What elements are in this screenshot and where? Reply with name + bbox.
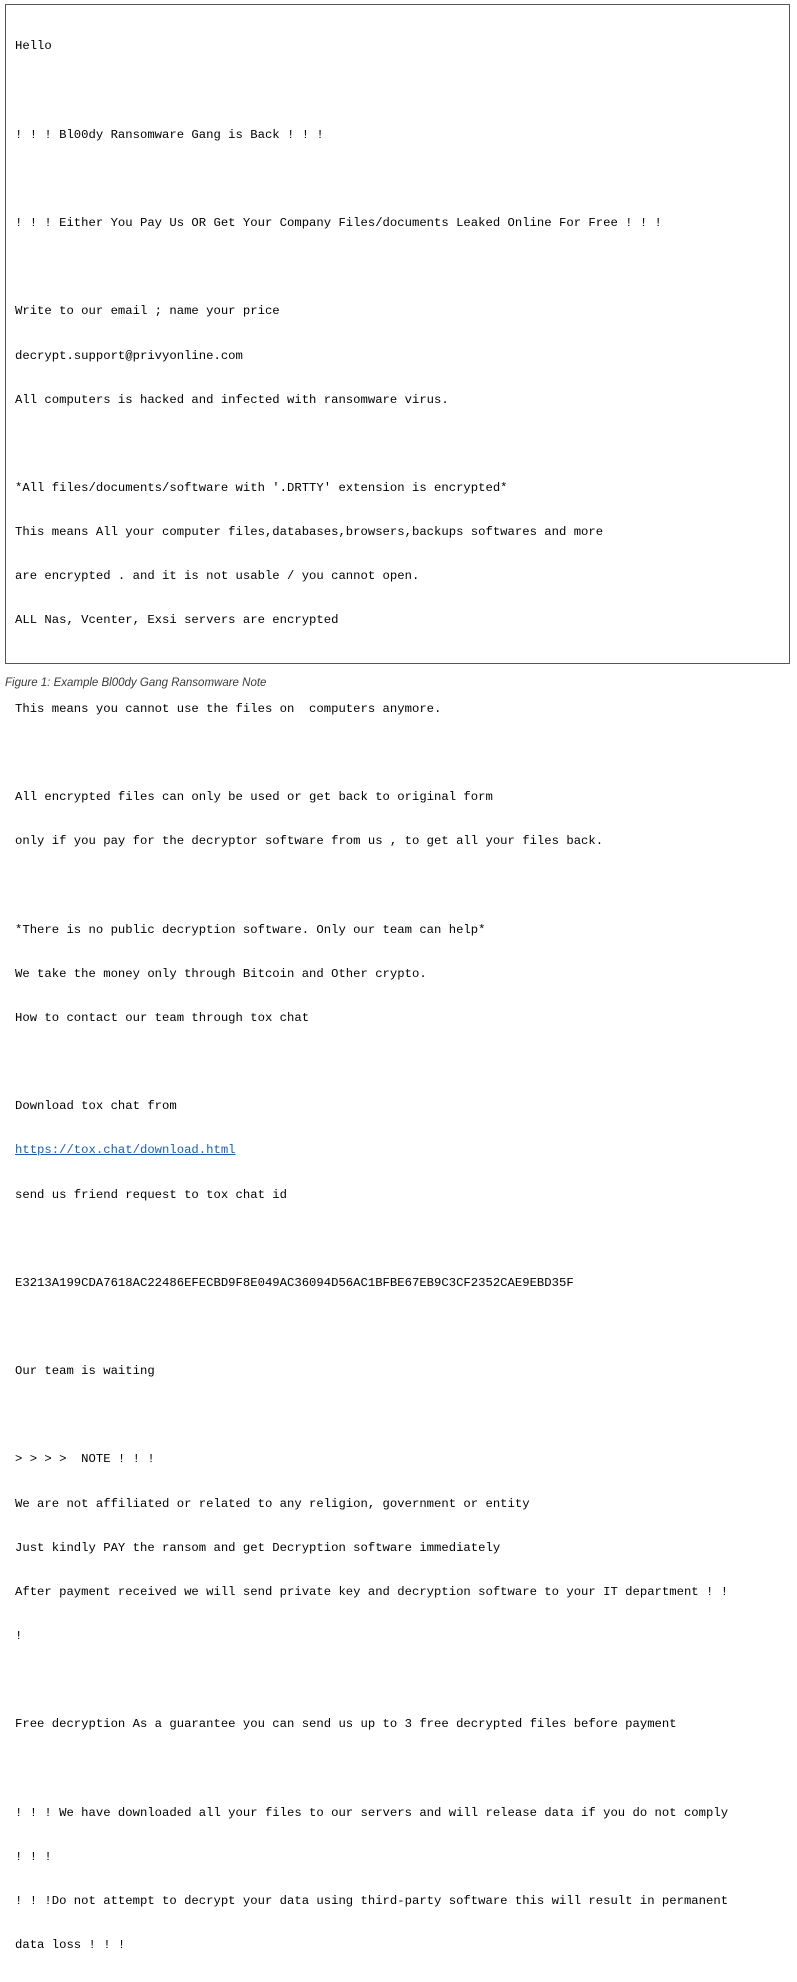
blank-line	[15, 172, 789, 187]
not-affiliated-line: We are not affiliated or related to any religion, government or entity	[15, 1496, 530, 1511]
headline-line: ! ! ! Bl00dy Ransomware Gang is Back ! ! !	[15, 127, 324, 142]
payment-method-line: We take the money only through Bitcoin and Other crypto.	[15, 966, 427, 981]
servers-line: ALL Nas, Vcenter, Exsi servers are encrypted	[15, 613, 339, 628]
blank-line	[15, 1673, 789, 1688]
friend-request-line: send us friend request to tox chat id	[15, 1187, 287, 1202]
blank-line	[15, 84, 789, 99]
after-payment-line-1: After payment received we will send private key and decryption software to your IT department ! !	[15, 1584, 729, 1599]
blank-line	[15, 1408, 789, 1423]
warning-line-2: data loss ! ! !	[15, 1938, 126, 1953]
contact-intro-line: Write to our email ; name your price	[15, 304, 280, 319]
blank-line	[15, 260, 789, 275]
infected-line: All computers is hacked and infected with ransomware virus.	[15, 392, 449, 407]
meaning-line-2: are encrypted . and it is not usable / you cannot open.	[15, 569, 420, 584]
ransom-note-text	[15, 10, 789, 1982]
free-decryption-line: Free decryption As a guarantee you can send us up to 3 free decrypted files before payment	[15, 1717, 677, 1732]
downloaded-line-1: ! ! ! We have downloaded all your files to our servers and will release data if you do not comply	[15, 1805, 729, 1820]
demand-line: ! ! ! Either You Pay Us OR Get Your Company Files/documents Leaked Online For Free ! ! !	[15, 216, 662, 231]
restore-line-2: only if you pay for the decryptor software from us , to get all your files back.	[15, 834, 604, 849]
blank-line	[15, 658, 789, 673]
downloaded-line-2: ! ! !	[15, 1849, 52, 1864]
download-intro-line: Download tox chat from	[15, 1099, 177, 1114]
how-to-contact-line: How to contact our team through tox chat	[15, 1010, 310, 1025]
cannot-use-line: This means you cannot use the files on computers anymore.	[15, 701, 442, 716]
extension-notice-line: *All files/documents/software with '.DRTTY' extension is encrypted*	[15, 481, 508, 495]
email-line: decrypt.support@privyonline.com	[15, 348, 243, 363]
waiting-line: Our team is waiting	[15, 1364, 155, 1379]
warning-line-1: ! ! !Do not attempt to decrypt your data using third-party software this will result in permanent	[15, 1894, 729, 1908]
blank-line	[15, 1762, 789, 1777]
blank-line	[15, 1320, 789, 1335]
blank-line	[15, 437, 789, 452]
blank-line	[15, 746, 789, 761]
blank-line	[15, 1055, 789, 1070]
figure-caption: Figure 1: Example Bl00dy Gang Ransomware Note	[5, 677, 267, 689]
tox-link-line	[15, 1143, 789, 1158]
pay-instruction-line: Just kindly PAY the ransom and get Decryption software immediately	[15, 1540, 501, 1555]
greeting-line: Hello	[15, 39, 52, 54]
tox-download-link[interactable]: https://tox.chat/download.html	[15, 1143, 236, 1158]
after-payment-line-2: !	[15, 1629, 23, 1644]
no-public-tool-line: *There is no public decryption software. Only our team can help*	[15, 922, 486, 937]
restore-line-1: All encrypted files can only be used or get back to original form	[15, 790, 493, 805]
meaning-line-1: This means All your computer files,databases,browsers,backups softwares and more	[15, 525, 604, 540]
blank-line	[15, 1232, 789, 1247]
tox-id-line: E3213A199CDA7618AC22486EFECBD9F8E049AC36094D56AC1BFBE67EB9C3CF2352CAE9EBD35F	[15, 1275, 574, 1290]
blank-line	[15, 878, 789, 893]
note-header-line: > > > > NOTE ! ! !	[15, 1452, 155, 1467]
